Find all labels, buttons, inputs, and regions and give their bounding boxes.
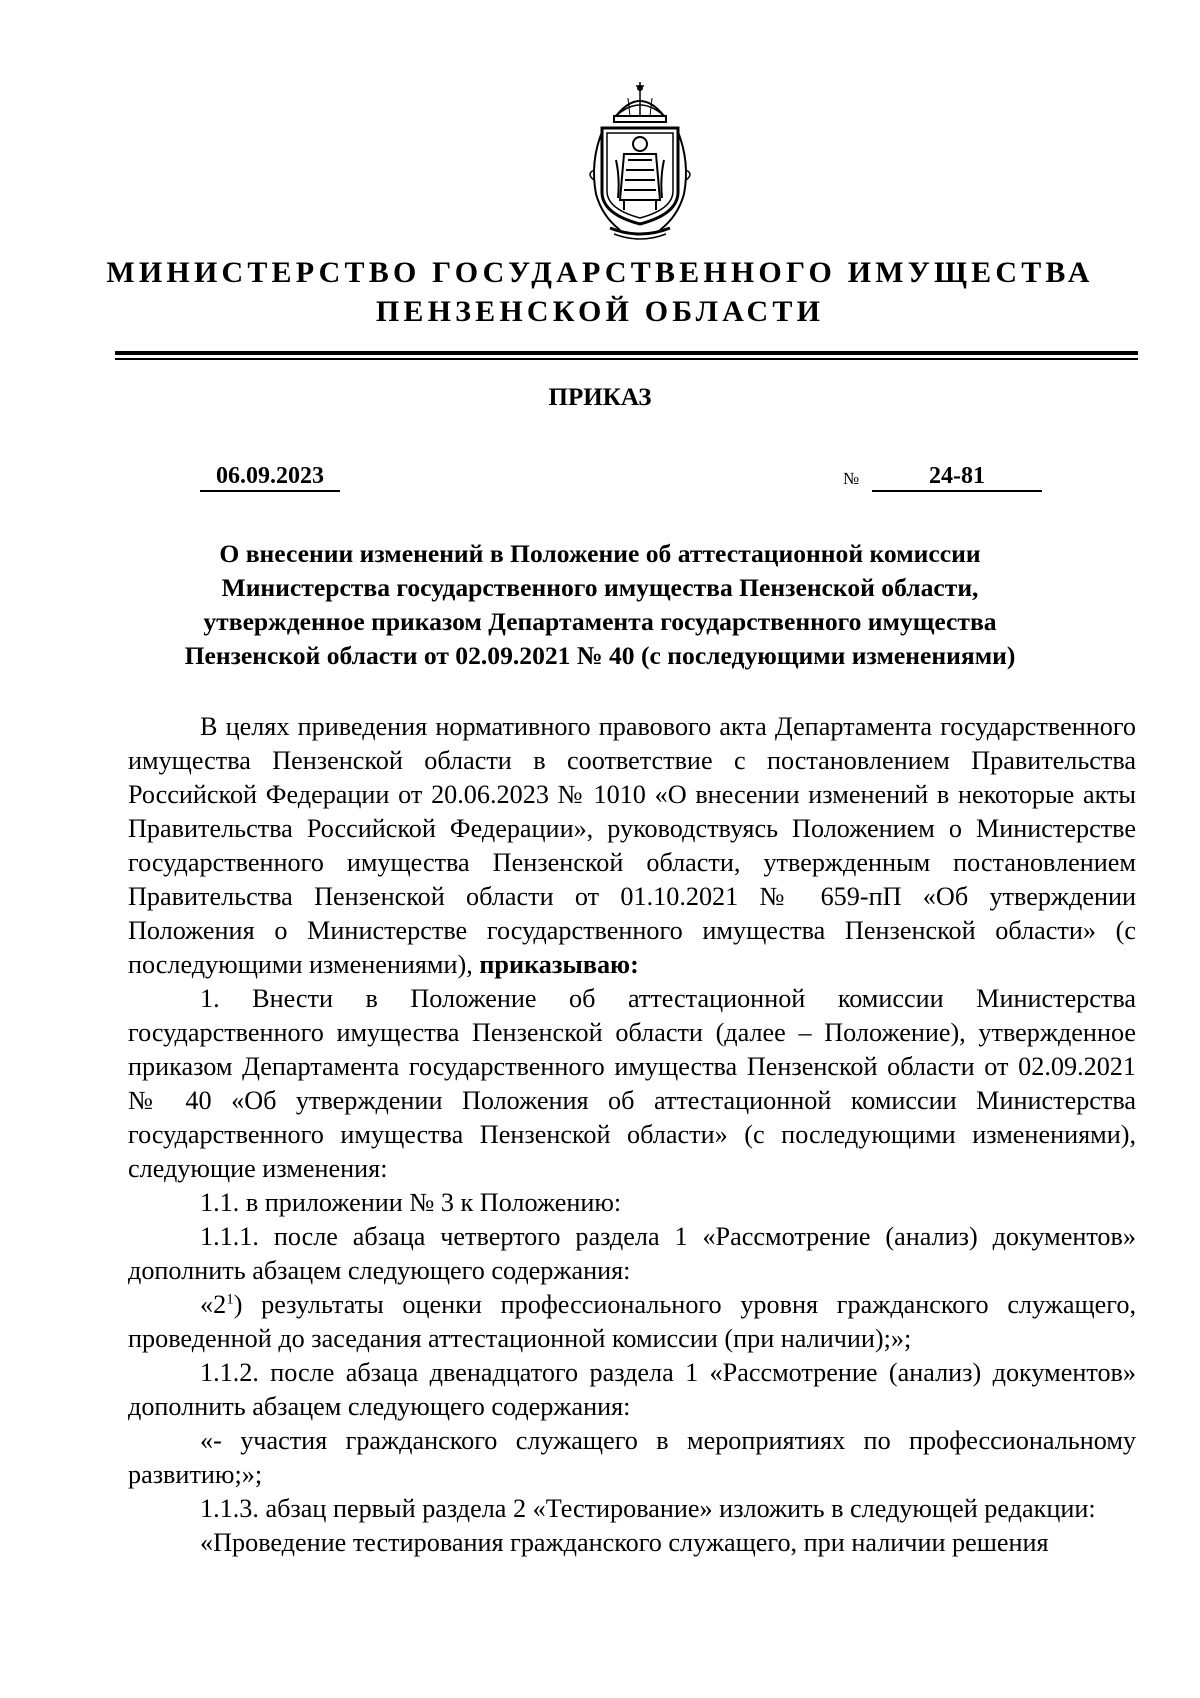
body-paragraph: «- участия гражданского служащего в мероприятиях по профессиональному развитию;»;	[128, 1426, 1136, 1489]
order-word: приказываю:	[479, 950, 639, 979]
title-line: О внесении изменений в Положение об аттестационной комиссии	[219, 539, 981, 568]
paragraph-text: «2	[200, 1290, 227, 1319]
header-thin-rule	[115, 358, 1138, 360]
body-paragraph: 1.1. в приложении № 3 к Положению:	[200, 1188, 622, 1217]
body-paragraph: 1.1.1. после абзаца четвертого раздела 1 «Рассмотрение (анализ) документов» дополнить абзацем следующего содержания:	[128, 1222, 1136, 1285]
body-paragraph: 1.1.2. после абзаца двенадцатого раздела 1 «Рассмотрение (анализ) документов» дополнить абзацем следующего содержания:	[128, 1358, 1136, 1421]
superscript: 1	[226, 1291, 234, 1308]
title-line: Министерства государственного имущества Пензенской области,	[221, 573, 979, 602]
body-paragraph: 1.1.3. абзац первый раздела 2 «Тестирование» изложить в следующей редакции:	[200, 1494, 1096, 1523]
number-sign: №	[843, 469, 860, 488]
org-name-line1: МИНИСТЕРСТВО ГОСУДАРСТВЕННОГО ИМУЩЕСТВА	[106, 256, 1094, 289]
document-type: ПРИКАЗ	[548, 384, 652, 411]
title-line: Пензенской области от 02.09.2021 № 40 (с последующими изменениями)	[184, 641, 1016, 670]
header-thick-rule	[115, 351, 1138, 355]
body-paragraph	[128, 1288, 1136, 1356]
document-title	[140, 537, 1060, 673]
title-line: утвержденное приказом Департамента государственного имущества	[203, 607, 997, 636]
body-paragraph: 1. Внести в Положение об аттестационной комиссии Министерства государственного имущества Пензенской области (далее – Положение), утвержденное приказом Департамента государственного имущества Пензенской области от 02.09.2021 № 40 «Об утверждении Положения об аттестационной комиссии Министерства государственного имущества Пензенской области» (с последующими изменениями), следующие изменения:	[128, 984, 1136, 1183]
org-name-line2: ПЕНЗЕНСКОЙ ОБЛАСТИ	[375, 295, 825, 328]
document-number: 24-81	[872, 462, 1042, 492]
document-body	[128, 710, 1136, 1560]
paragraph-text: ) результаты оценки профессионального уровня гражданского служащего, проведенной до заседания аттестационной комиссии (при наличии);»;	[128, 1290, 1136, 1353]
body-paragraph	[128, 710, 1136, 982]
document-date: 06.09.2023	[200, 462, 340, 492]
body-paragraph: «Проведение тестирования гражданского служащего, при наличии решения	[200, 1528, 1049, 1557]
coat-of-arms-icon	[580, 82, 700, 242]
paragraph-text: В целях приведения нормативного правового акта Департамента государственного имущества Пензенской области в соответствие с постановлением Правительства Российской Федерации от 20.06.2023 № 1010 «О внесении изменений в некоторые акты Правительства Российской Федерации», руководствуясь Положением о Министерстве государственного имущества Пензенской области, утвержденным постановлением Правительства Пензенской области от 01.10.2021 № 659-пП «Об утверждении Положения о Министерстве государственного имущества Пензенской области» (с последующими изменениями),	[128, 712, 1136, 979]
